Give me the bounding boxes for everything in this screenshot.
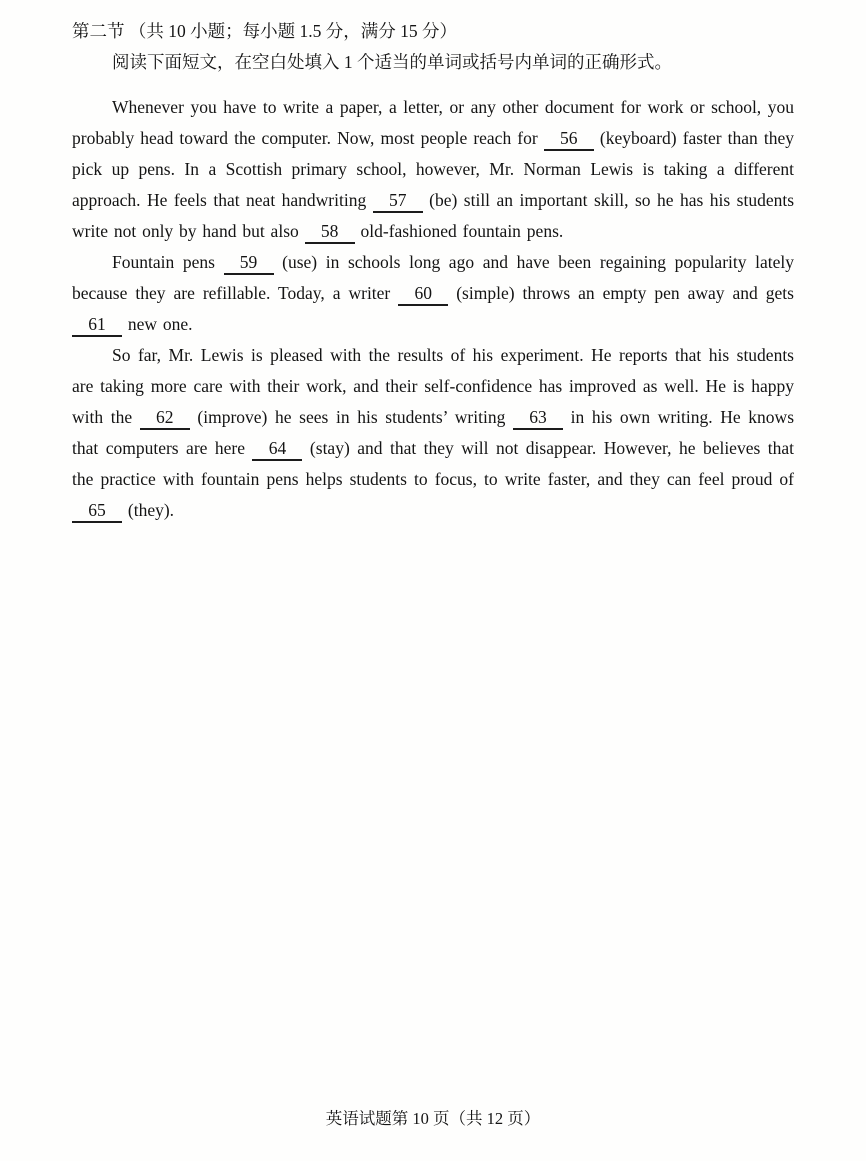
passage-text: (be) still an important skill, so he has his students write not only by hand but also: [72, 190, 795, 241]
passage-text: in his own writing. He knows that computers are here: [72, 407, 795, 458]
passage-text: (simple) throws an empty pen away and gets: [448, 283, 794, 303]
fill-blank-59: 59: [224, 252, 274, 275]
fill-blank-61: 61: [72, 314, 122, 337]
fill-blank-60: 60: [398, 283, 448, 306]
page-content: [0, 0, 866, 526]
passage-text: Whenever you have to write a paper, a letter, or any other document for work or school, you probably head toward the computer. Now, most people reach for: [72, 97, 794, 148]
passage-text: (they).: [122, 500, 175, 520]
section-header: 第二节 （共 10 小题；每小题 1.5 分，满分 15 分）: [72, 21, 457, 41]
passage: [72, 92, 794, 526]
passage-text: (improve) he sees in his students’ writing: [189, 407, 513, 427]
passage-text: old-fashioned fountain pens.: [354, 221, 564, 241]
fill-blank-64: 64: [252, 438, 302, 461]
passage-text: So far, Mr. Lewis is pleased with the results of his experiment. He reports that his students are taking more care with their work, and their self-confidence has improved as well. He is happy with the: [72, 345, 794, 427]
passage-text: new one.: [122, 314, 193, 334]
passage-text: (keyboard) faster than they pick up pens. In a Scottish primary school, however, Mr. Norman Lewis is taking a different approach. He feels that neat handwriting: [72, 128, 795, 210]
passage-text: (stay) and that they will not disappear. However, he believes that the practice with fountain pens helps students to focus, to write faster, and they can feel proud of: [72, 438, 794, 489]
page-footer: 英语试题第 10 页（共 12 页）: [325, 1109, 541, 1128]
instruction-line: 阅读下面短文，在空白处填入 1 个适当的单词或括号内单词的正确形式。: [112, 52, 672, 72]
passage-paragraph: [72, 340, 794, 526]
fill-blank-62: 62: [140, 407, 190, 430]
fill-blank-58: 58: [305, 221, 355, 244]
fill-blank-56: 56: [544, 128, 594, 151]
fill-blank-65: 65: [72, 500, 122, 523]
passage-paragraph: [72, 247, 794, 340]
passage-paragraph: [72, 92, 794, 247]
fill-blank-57: 57: [373, 190, 423, 213]
passage-text: (use) in schools long ago and have been regaining popularity lately because they are refillable. Today, a writer: [72, 252, 794, 303]
passage-text: Fountain pens: [112, 252, 224, 272]
fill-blank-63: 63: [513, 407, 563, 430]
